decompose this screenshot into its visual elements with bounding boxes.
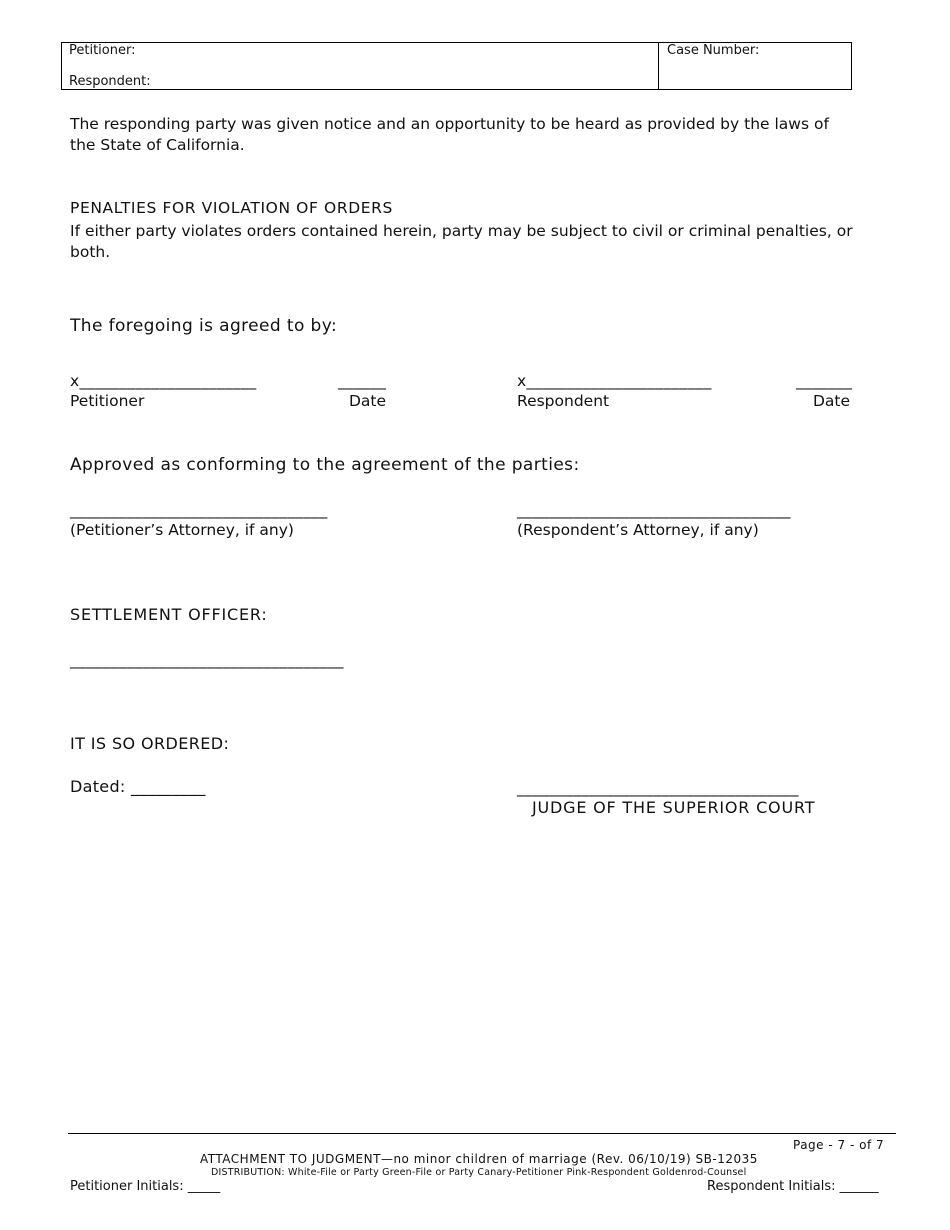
notice-line-2: the State of California. — [70, 136, 245, 154]
penalties-line-1: If either party violates orders contained herein, party may be subject to civil or criminal penalties, or — [70, 222, 853, 240]
agreement-intro: The foregoing is agreed to by: — [70, 316, 338, 336]
petitioner-attorney-line: ________________________________ — [70, 501, 328, 519]
petitioner-signature-label: Petitioner — [70, 392, 145, 410]
respondent-signature-label: Respondent — [517, 392, 610, 410]
respondent-attorney-line: __________________________________ — [517, 501, 791, 519]
respondent-label: Respondent: — [69, 74, 151, 89]
respondent-initials: Respondent Initials: ______ — [707, 1179, 879, 1194]
order-heading: IT IS SO ORDERED: — [70, 734, 230, 753]
petitioner-date-line: ______ — [338, 372, 387, 390]
respondent-signature-line: x_______________________ — [517, 372, 712, 390]
petitioner-signature-line: x______________________ — [70, 372, 257, 390]
dated-line: Dated: _________ — [70, 777, 206, 796]
case-number-label: Case Number: — [667, 43, 760, 58]
case-header-box — [61, 42, 852, 90]
footer-title: ATTACHMENT TO JUDGMENT—no minor children of marriage (Rev. 06/10/19) SB-12035 — [200, 1152, 758, 1166]
judge-signature-line: ___________________________________ — [517, 779, 799, 797]
header-divider — [658, 43, 659, 89]
respondent-date-line: _______ — [796, 372, 853, 390]
footer-rule — [68, 1133, 896, 1134]
respondent-date-label: Date — [813, 392, 851, 410]
settlement-officer-heading: SETTLEMENT OFFICER: — [70, 605, 268, 624]
page-number: Page - 7 - of 7 — [793, 1138, 885, 1152]
attorneys-intro: Approved as conforming to the agreement of the parties: — [70, 455, 580, 475]
notice-line-1: The responding party was given notice and an opportunity to be heard as provided by the laws of — [70, 115, 829, 133]
petitioner-attorney-label: (Petitioner’s Attorney, if any) — [70, 521, 294, 539]
penalties-line-2: both. — [70, 243, 111, 261]
petitioner-date-label: Date — [349, 392, 387, 410]
petitioner-label: Petitioner: — [69, 43, 136, 58]
respondent-attorney-label: (Respondent’s Attorney, if any) — [517, 521, 759, 539]
settlement-officer-line: __________________________________ — [70, 651, 344, 669]
judge-label: JUDGE OF THE SUPERIOR COURT — [532, 798, 816, 817]
penalties-heading: PENALTIES FOR VIOLATION OF ORDERS — [70, 199, 393, 217]
footer-distribution: DISTRIBUTION: White-File or Party Green-File or Party Canary-Petitioner Pink-Respondent Goldenrod-Counsel — [211, 1167, 747, 1178]
petitioner-initials: Petitioner Initials: _____ — [70, 1179, 221, 1194]
